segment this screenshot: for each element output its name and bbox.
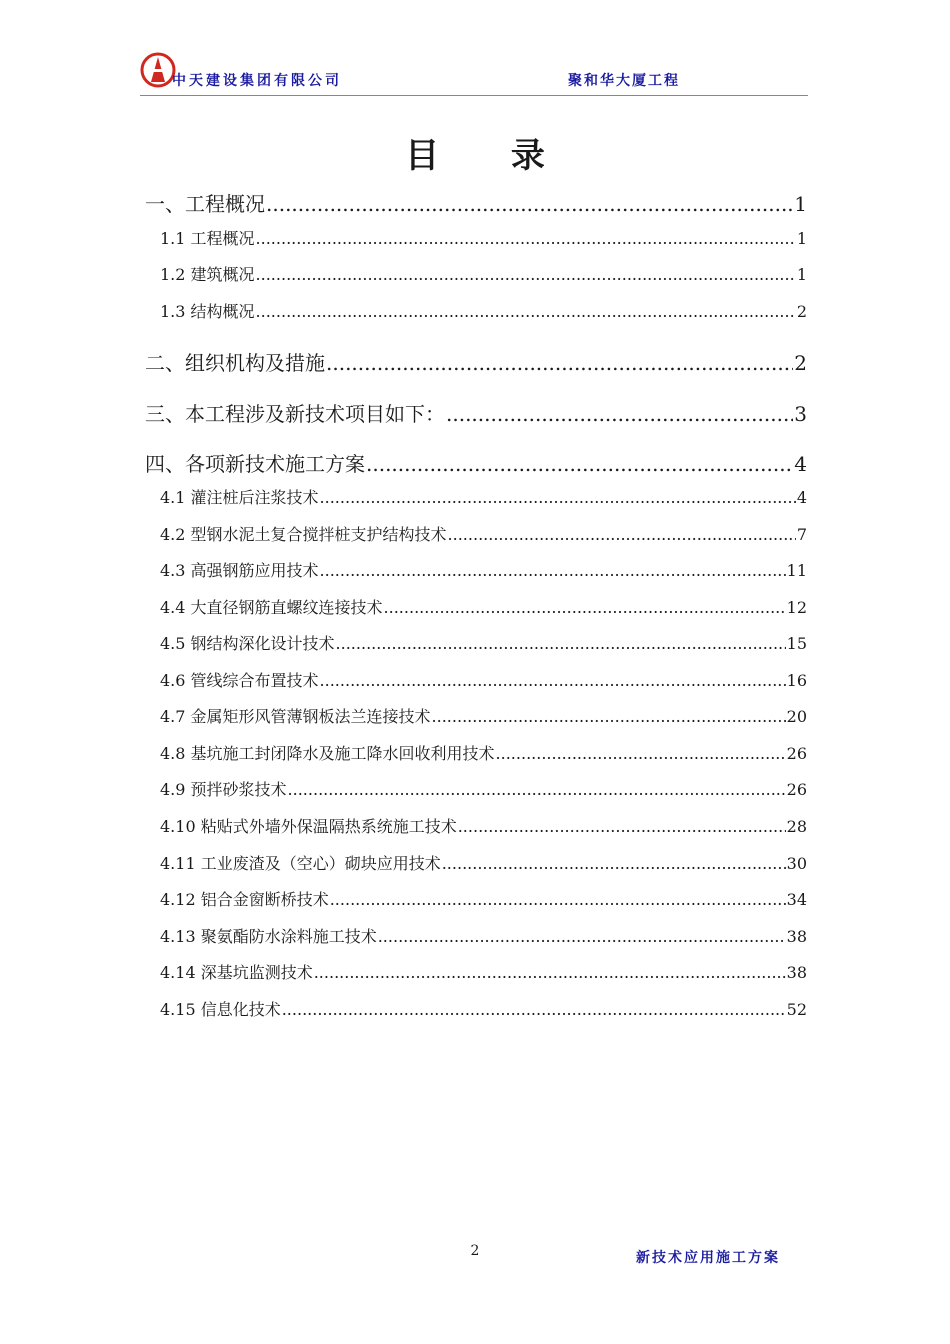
toc-leader-dots	[448, 525, 796, 544]
toc-entry-page: 2	[796, 302, 807, 321]
toc-entry[interactable]	[160, 851, 807, 875]
toc-leader-dots	[458, 817, 786, 836]
toc-entry-page: 30	[786, 854, 807, 873]
toc-entry-page: 1	[796, 229, 807, 248]
toc-entry[interactable]	[160, 814, 807, 838]
toc-entry-title: 1.2 建筑概况	[160, 265, 255, 284]
toc-leader-dots	[256, 229, 796, 248]
toc-entry-title: 4.11 工业废渣及（空心）砌块应用技术	[160, 854, 441, 873]
toc-entry-page: 38	[786, 963, 807, 982]
toc-entry-title: 4.9 预拌砂浆技术	[160, 780, 287, 799]
toc-entry-title: 4.8 基坑施工封闭降水及施工降水回收利用技术	[160, 744, 495, 763]
company-logo-icon	[140, 52, 176, 88]
toc-leader-dots	[282, 1000, 786, 1019]
toc-entry[interactable]	[160, 924, 807, 948]
toc-entry[interactable]	[160, 485, 807, 509]
toc-leader-dots	[288, 780, 786, 799]
toc-leader-dots	[266, 192, 793, 216]
toc-leader-dots	[378, 927, 786, 946]
toc-entry-page: 20	[786, 707, 807, 726]
toc-leader-dots	[320, 488, 796, 507]
project-name: 聚和华大厦工程	[568, 73, 680, 89]
toc-entry-page: 15	[786, 634, 807, 653]
toc-entry-title: 四、各项新技术施工方案	[145, 452, 365, 476]
toc-entry[interactable]	[145, 448, 807, 476]
toc-entry-title: 一、工程概况	[145, 192, 265, 216]
toc-entry[interactable]	[160, 960, 807, 984]
toc-entry-page: 11	[786, 561, 807, 580]
toc-entry[interactable]	[160, 997, 807, 1021]
toc-leader-dots	[326, 351, 793, 375]
toc-leader-dots	[366, 452, 793, 476]
toc-leader-dots	[320, 671, 786, 690]
toc-entry[interactable]	[160, 777, 807, 801]
toc-entry-page: 7	[796, 525, 807, 544]
toc-entry[interactable]	[160, 299, 807, 323]
toc-entry-title: 4.7 金属矩形风管薄钢板法兰连接技术	[160, 707, 431, 726]
toc-entry-title: 4.5 钢结构深化设计技术	[160, 634, 335, 653]
toc-entry-title: 4.12 铝合金窗断桥技术	[160, 890, 329, 909]
toc-entry-title: 4.1 灌注桩后注浆技术	[160, 488, 319, 507]
toc-entry-title: 二、组织机构及措施	[145, 351, 325, 375]
toc-leader-dots	[320, 561, 786, 580]
toc-entry-title: 4.14 深基坑监测技术	[160, 963, 313, 982]
toc-entry-page: 3	[794, 402, 807, 426]
toc-entry-page: 28	[786, 817, 807, 836]
toc-entry[interactable]	[160, 887, 807, 911]
toc-entry-title: 三、本工程涉及新技术项目如下：	[145, 402, 445, 426]
toc-entry-title: 1.3 结构概况	[160, 302, 255, 321]
toc-leader-dots	[496, 744, 786, 763]
toc-leader-dots	[256, 302, 796, 321]
toc-entry[interactable]	[160, 704, 807, 728]
toc-entry-page: 4	[794, 452, 807, 476]
toc-entry-page: 38	[786, 927, 807, 946]
header-rule	[140, 95, 808, 96]
toc-entry-title: 4.3 高强钢筋应用技术	[160, 561, 319, 580]
toc-leader-dots	[256, 265, 796, 284]
toc-entry-page: 12	[786, 598, 807, 617]
toc-entry-title: 4.10 粘贴式外墙外保温隔热系统施工技术	[160, 817, 457, 836]
toc-entry-page: 1	[796, 265, 807, 284]
toc-entry-page: 26	[786, 744, 807, 763]
toc-entry-page: 16	[786, 671, 807, 690]
toc-leader-dots	[330, 890, 786, 909]
toc-leader-dots	[314, 963, 786, 982]
toc-entry[interactable]	[160, 595, 807, 619]
toc-leader-dots	[442, 854, 786, 873]
toc-entry[interactable]	[160, 741, 807, 765]
page-header	[140, 50, 810, 92]
toc-entry-title: 4.15 信息化技术	[160, 1000, 281, 1019]
toc-entry[interactable]	[145, 398, 807, 426]
toc-entry[interactable]	[145, 347, 807, 375]
toc-entry-page: 52	[786, 1000, 807, 1019]
company-name: 中天建设集团有限公司	[172, 73, 342, 89]
toc-leader-dots	[384, 598, 786, 617]
toc-entry-title: 1.1 工程概况	[160, 229, 255, 248]
toc-entry[interactable]	[160, 558, 807, 582]
page-title: 目 录	[405, 136, 575, 176]
footer-doc-title: 新技术应用施工方案	[636, 1250, 780, 1266]
toc-leader-dots	[336, 634, 786, 653]
toc-entry-page: 4	[796, 488, 807, 507]
toc-entry-title: 4.13 聚氨酯防水涂料施工技术	[160, 927, 377, 946]
toc-entry[interactable]	[160, 226, 807, 250]
toc-entry-title: 4.2 型钢水泥土复合搅拌桩支护结构技术	[160, 525, 447, 544]
toc-entry-page: 34	[786, 890, 807, 909]
toc-entry-title: 4.6 管线综合布置技术	[160, 671, 319, 690]
toc-entry[interactable]	[145, 188, 807, 216]
toc-entry[interactable]	[160, 522, 807, 546]
toc-entry-page: 1	[794, 192, 807, 216]
toc-entry[interactable]	[160, 668, 807, 692]
toc-entry-page: 26	[786, 780, 807, 799]
toc-leader-dots	[432, 707, 786, 726]
toc-entry[interactable]	[160, 631, 807, 655]
page-number: 2	[470, 1243, 480, 1259]
toc-leader-dots	[446, 402, 793, 426]
toc-entry[interactable]	[160, 262, 807, 286]
toc-entry-title: 4.4 大直径钢筋直螺纹连接技术	[160, 598, 383, 617]
toc-entry-page: 2	[794, 351, 807, 375]
